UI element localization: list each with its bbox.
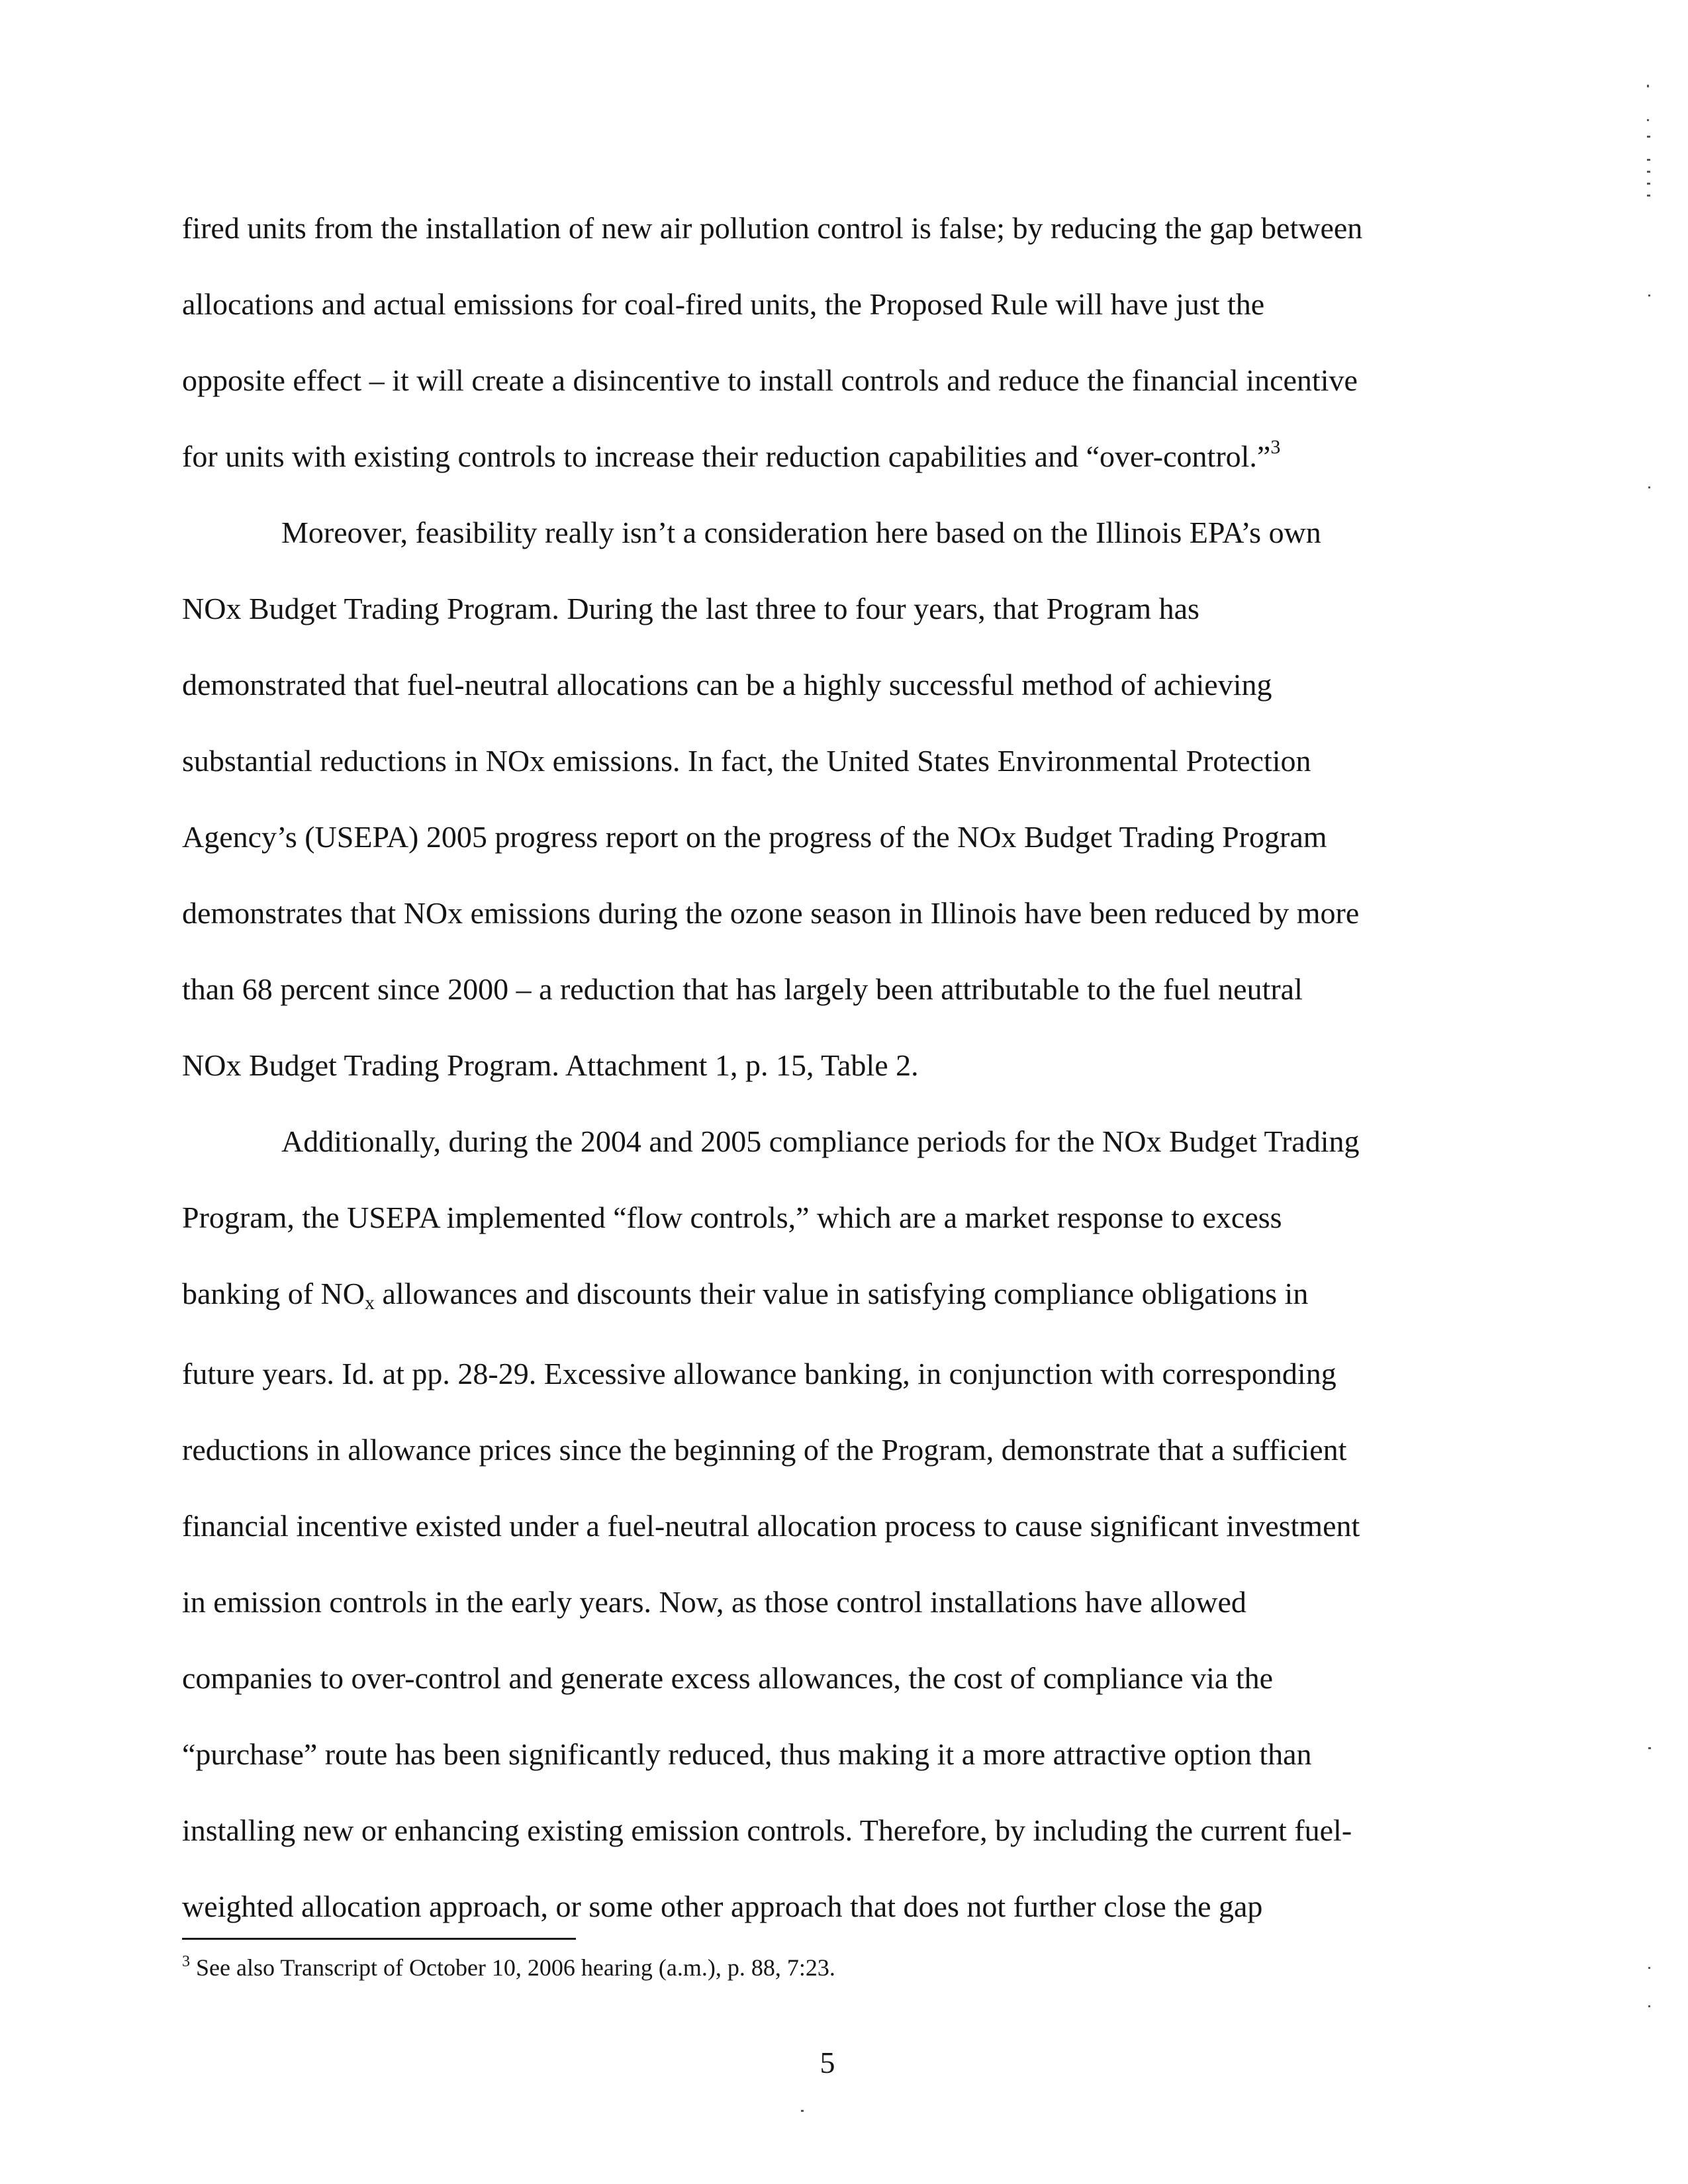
scan-mark [1648, 1967, 1650, 1969]
paragraph-1-line: fired units from the installation of new air pollution control is false; by reducing the gap between [182, 211, 1363, 245]
paragraph-3 [182, 1103, 1513, 1944]
scan-mark [1647, 171, 1650, 173]
footnote [182, 1951, 835, 1987]
paragraph-2-line: demonstrated that fuel-neutral allocations can be a highly successful method of achieving [182, 668, 1272, 702]
paragraph-3-text: banking of NO [182, 1277, 365, 1310]
paragraph-3-line: future years. Id. at pp. 28-29. Excessive allowance banking, in conjunction with corresponding [182, 1357, 1336, 1390]
scan-mark [1647, 85, 1649, 87]
paragraph-2 [182, 494, 1513, 1103]
scan-mark [801, 2110, 804, 2112]
paragraph-3-line: Additionally, during the 2004 and 2005 compliance periods for the NOx Budget Trading [281, 1124, 1360, 1158]
paragraph-2-line: NOx Budget Trading Program. Attachment 1, p. 15, Table 2. [182, 1048, 919, 1082]
footnote-number: 3 [182, 1953, 190, 1970]
scan-mark [1648, 486, 1650, 488]
scan-mark [1648, 295, 1650, 296]
paragraph-2-line: Moreover, feasibility really isn’t a consideration here based on the Illinois EPA’s own [281, 516, 1321, 549]
paragraph-3-line-nox [182, 1255, 1513, 1336]
paragraph-3-line: “purchase” route has been significantly reduced, thus making it a more attractive option than [182, 1737, 1312, 1771]
paragraph-3-text: allowances and discounts their value in satisfying compliance obligations in [374, 1277, 1309, 1310]
paragraph-3-line: companies to over-control and generate excess allowances, the cost of compliance via the [182, 1661, 1274, 1695]
footnote-reference: 3 [1270, 436, 1281, 458]
paragraph-1-line: allocations and actual emissions for coal-fired units, the Proposed Rule will have just the [182, 287, 1265, 321]
scan-mark [1648, 2005, 1650, 2007]
scan-mark [1647, 195, 1650, 197]
scan-mark [1647, 183, 1650, 185]
paragraph-2-line: Agency’s (USEPA) 2005 progress report on the progress of the NOx Budget Trading Program [182, 820, 1327, 854]
scan-mark [1648, 1747, 1651, 1749]
paragraph-1-last-line [182, 418, 1513, 498]
paragraph-1-line: for units with existing controls to increase their reduction capabilities and “over-control.” [182, 439, 1271, 473]
paragraph-2-line: substantial reductions in NOx emissions. In fact, the United States Environmental Protection [182, 744, 1311, 778]
paragraph-2-line: than 68 percent since 2000 – a reduction that has largely been attributable to the fuel neutral [182, 972, 1303, 1006]
paragraph-3-line: financial incentive existed under a fuel-neutral allocation process to cause significant investment [182, 1509, 1360, 1543]
scan-mark [1647, 119, 1649, 121]
footnote-text: See also Transcript of October 10, 2006 hearing (a.m.), p. 88, 7:23. [190, 1954, 835, 1981]
paragraph-3-line: reductions in allowance prices since the beginning of the Program, demonstrate that a sufficient [182, 1433, 1347, 1467]
paragraph-2-line: NOx Budget Trading Program. During the last three to four years, that Program has [182, 592, 1199, 625]
paragraph-3-line: in emission controls in the early years. Now, as those control installations have allowed [182, 1585, 1246, 1619]
scan-mark [1647, 159, 1650, 161]
paragraph-3-line: installing new or enhancing existing emission controls. Therefore, by including the current fuel- [182, 1813, 1352, 1847]
paragraph-1 [182, 190, 1513, 498]
footnote-separator [182, 1938, 576, 1940]
paragraph-2-line: demonstrates that NOx emissions during the ozone season in Illinois have been reduced by more [182, 896, 1360, 930]
paragraph-3-line: Program, the USEPA implemented “flow controls,” which are a market response to excess [182, 1201, 1282, 1234]
paragraph-3-line: weighted allocation approach, or some other approach that does not further close the gap [182, 1889, 1263, 1923]
page-number: 5 [820, 2046, 835, 2079]
nox-subscript: x [364, 1292, 375, 1314]
scan-mark [1647, 136, 1650, 138]
paragraph-1-line: opposite effect – it will create a disincentive to install controls and reduce the financial incentive [182, 363, 1358, 397]
